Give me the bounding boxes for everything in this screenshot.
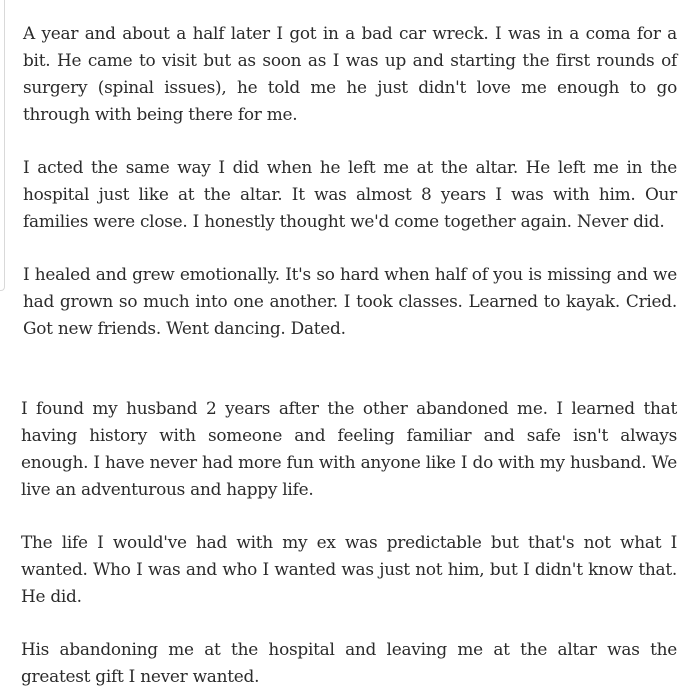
paragraph-healing: I healed and grew emotionally. It's so hard when half of you is missing and we had grown so much into one another. I took classes. Learned to kayak. Cried. Got new friends. Went dancing. Dated.	[23, 264, 677, 338]
paragraph-gap	[21, 503, 677, 529]
paragraph-husband: I found my husband 2 years after the other abandoned me. I learned that having history with someone and feeling familiar and safe isn't always enough. I have never had more fun with anyone like I do with my husband. We live an adventurous and happy life.	[21, 398, 677, 499]
story-section-2	[21, 395, 677, 690]
paragraph-gap	[21, 610, 677, 636]
paragraph-ex-life: The life I would've had with my ex was predictable but that's not what I wanted. Who I was and who I wanted was just not him, but I didn't know that. He did.	[21, 532, 677, 606]
paragraph-gap	[23, 235, 677, 261]
paragraph-gap	[23, 128, 677, 154]
left-edge-divider	[0, 0, 5, 291]
paragraph-greatest-gift: His abandoning me at the hospital and leaving me at the altar was the greatest gift I never wanted.	[21, 639, 677, 686]
story-section-1	[23, 20, 677, 342]
paragraph-car-wreck: A year and about a half later I got in a bad car wreck. I was in a coma for a bit. He came to visit but as soon as I was up and starting the first rounds of surgery (spinal issues), he told me he just didn't love me enough to go through with being there for me.	[23, 23, 677, 124]
paragraph-hospital: I acted the same way I did when he left me at the altar. He left me in the hospital just like at the altar. It was almost 8 years I was with him. Our families were close. I honestly thought we'd come together again. Never did.	[23, 157, 677, 231]
